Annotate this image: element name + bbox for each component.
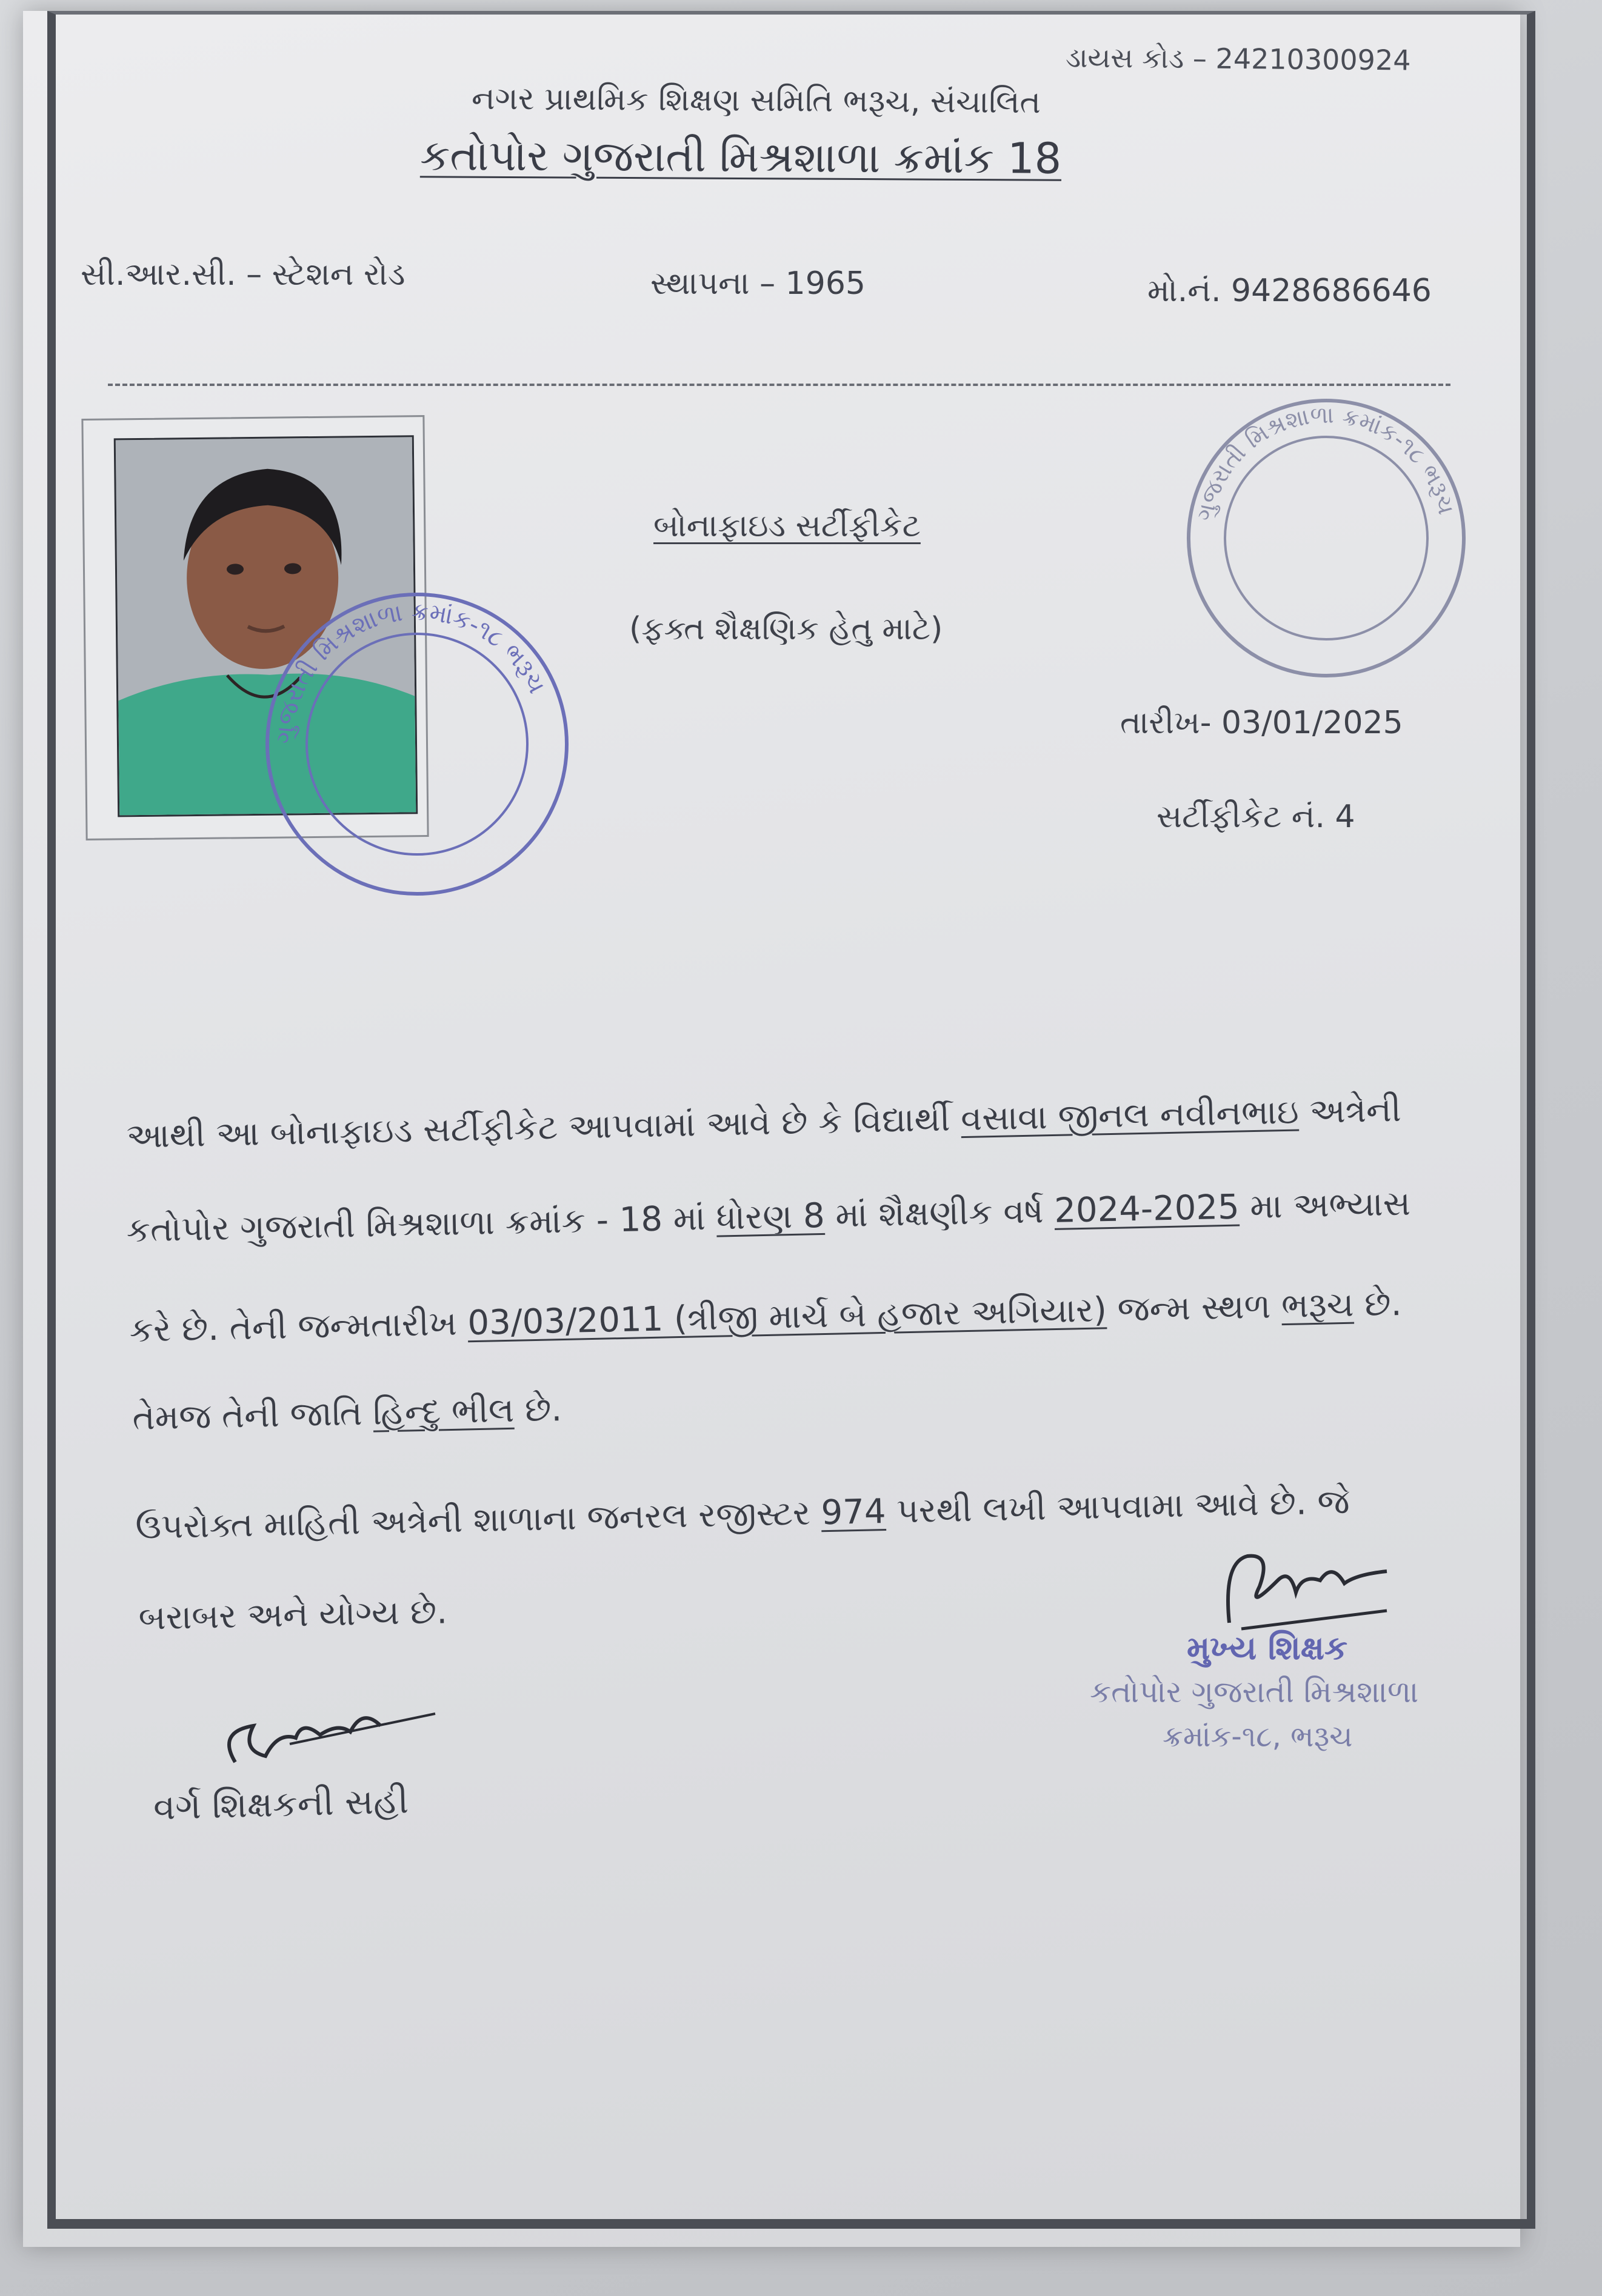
header-divider: [108, 384, 1450, 386]
school-name: કતોપોર ગુજરાતી મિશ્રશાળા ક્રમાંક 18: [419, 130, 1062, 184]
seal-right-text: ગુજરાતી મિશ્રશાળા ક્રમાંક-૧૮ ભરૂચ: [1191, 401, 1460, 524]
register-number: 974: [820, 1492, 887, 1533]
caste: હિન્દુ ભીલ: [372, 1390, 515, 1433]
academic-year: 2024-2025: [1053, 1187, 1240, 1231]
seal-left-text: ગુજરાતી મિશ્રશાળા ક્રમાંક-૧૮ ભરૂચ: [270, 597, 551, 745]
student-name: વસાવા જીનલ નવીનભાઇ: [960, 1092, 1300, 1139]
body-line-6: બરાબર અને યોગ્ય છે.: [138, 1592, 448, 1638]
certificate-subtitle: (ફક્ત શૈક્ષણિક હેતુ માટે): [629, 611, 943, 647]
head-teacher-title: મુખ્ય શિક્ષક: [1187, 1629, 1348, 1667]
head-teacher-school-no: ક્રમાંક-૧૮, ભરૂચ: [1163, 1720, 1353, 1754]
body-text: મા અભ્યાસ: [1249, 1183, 1411, 1227]
certificate-paper: [23, 11, 1520, 2247]
body-line-4: [132, 1389, 562, 1438]
head-teacher-school: કતોપોર ગુજરાતી મિશ્રશાળા: [1090, 1674, 1419, 1709]
body-text: ઉપરોક્ત માહિતી અત્રેની શાળાના જનરલ રજીસ્ટર: [135, 1493, 811, 1547]
student-standard: ધોરણ 8: [716, 1196, 826, 1238]
body-text: જન્મ સ્થળ: [1116, 1286, 1271, 1329]
body-text: કતોપોર ગુજરાતી મિશ્રશાળા ક્રમાંક - 18 માં: [125, 1198, 706, 1250]
certificate-date: તારીખ- 03/01/2025: [1120, 705, 1403, 741]
class-teacher-signature-icon: [199, 1695, 453, 1792]
svg-text:ગુજરાતી મિશ્રશાળા ક્રમાંક-૧૮ ભ: [271, 598, 551, 745]
body-text: છે.: [1364, 1284, 1403, 1325]
body-text: આથી આ બોનાફાઇડ સર્ટીફીકેટ આપવામાં આવે છે કે વિદ્યાર્થી: [125, 1099, 951, 1156]
school-seal-left: [265, 593, 569, 896]
birthplace: ભરૂચ: [1281, 1285, 1355, 1326]
school-seal-right: [1169, 381, 1484, 696]
body-text: અત્રેની: [1309, 1090, 1402, 1132]
established-label: સ્થાપના – 1965: [650, 265, 866, 302]
certificate-number: સર્ટીફીકેટ નં. 4: [1156, 799, 1355, 835]
body-text: માં શૈક્ષણીક વર્ષ: [835, 1191, 1044, 1236]
dise-code: ડાયસ કોડ – 24210300924: [1065, 41, 1411, 77]
class-teacher-label: વર્ગ શિક્ષકની સહી: [153, 1780, 409, 1828]
certificate-title: બોનાફાઇડ સર્ટીફીકેટ: [653, 508, 921, 544]
body-text: છે.: [524, 1389, 562, 1430]
body-text: તેમજ તેની જાતિ: [132, 1394, 363, 1438]
crc-label: સી.આર.સી. – સ્ટેશન રોડ: [81, 256, 406, 293]
body-text: પરથી લખી આપવામા આવે છે. જે: [896, 1482, 1350, 1531]
body-text: કરે છે. તેની જન્મતારીખ: [128, 1303, 458, 1350]
date-of-birth: 03/03/2011 (ત્રીજી માર્ચ બે હજાર અગિયાર): [467, 1290, 1107, 1343]
managed-by: નગર પ્રાથમિક શિક્ષણ સમિતિ ભરૂચ, સંચાલિત: [471, 80, 1041, 121]
mobile-number: મો.નં. 9428686646: [1147, 273, 1432, 309]
head-teacher-signature-icon: [1205, 1538, 1405, 1641]
